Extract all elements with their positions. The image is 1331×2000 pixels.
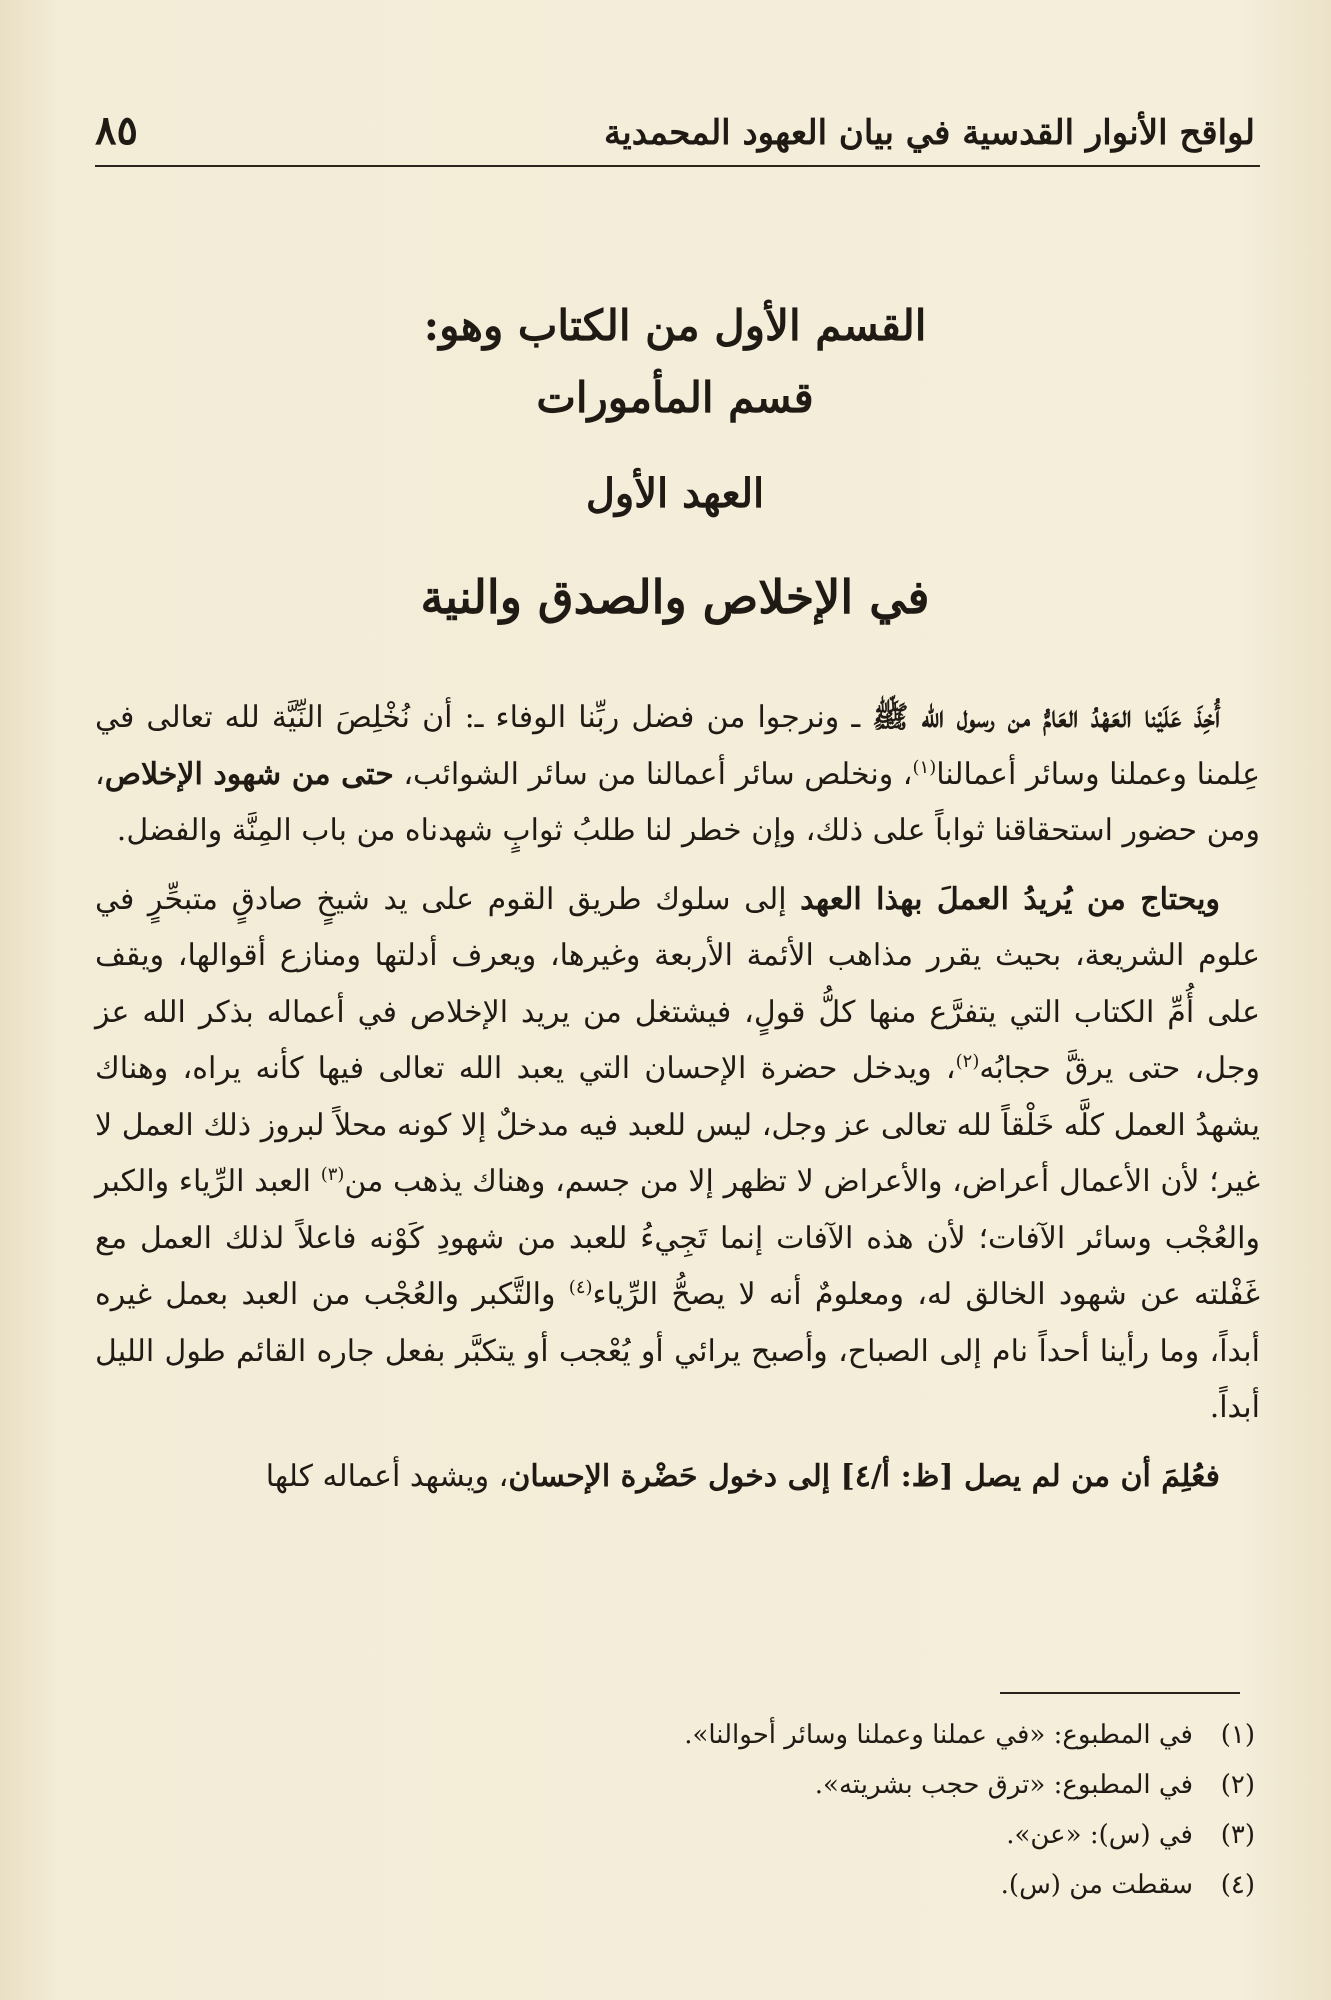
footnote-number: (٣) [1220, 1820, 1255, 1850]
paragraph-1-text-a: ـ ونرجوا من فضل ربِّنا الوفاء ـ: أن نُخْلِصَ النِّيَّة لله تعالى في عِلمنا وعملنا وسائر أعمالنا [95, 700, 1261, 792]
footnote-ref-2: (٢) [955, 1051, 980, 1072]
page-header [95, 105, 1255, 165]
part-heading-line1: القسم الأول من الكتاب وهو: [423, 301, 927, 350]
paragraph-1-text-b: ، ونخلص سائر أعمالنا من سائر الشوائب، [393, 756, 913, 792]
paragraph-3 [95, 1449, 1260, 1506]
topic-heading: في الإخلاص والصدق والنية [420, 570, 930, 624]
paragraph-2-text-a: إلى سلوك طريق القوم على يد شيخٍ صادقٍ متبحِّرٍ في علوم الشريعة، بحيث يقرر مذاهب الأئمة الأربعة وغيرها، ويعرف أدلتها ومنازع أقوالها، ويقف على أُمِّ الكتاب التي يتفرَّع منها كلُّ قولٍ، فيشتغل من يريد الإخلاص في أعماله بذكر الله عز وجل، حتى يرقَّ حجابُه [95, 881, 1260, 1086]
footnote-2 [95, 1760, 1255, 1810]
paragraph-1-text-c: ، ومن حضور استحقاقنا ثواباً على ذلك، وإن خطر لنا طلبُ ثوابٍ شهدناه من باب المِنَّة والفضل. [95, 756, 1260, 848]
part-heading [95, 290, 1255, 434]
footnote-1 [95, 1710, 1255, 1760]
footnote-number: (١) [1220, 1720, 1255, 1750]
page-number: ٨٥ [95, 107, 138, 154]
footnote-text: سقطت من (س). [1000, 1870, 1193, 1900]
paragraph-2-lead: ويحتاج من يُريدُ العملَ بهذا العهد [800, 881, 1220, 917]
paragraph-2-text-c: العبد الرِّياء والكبر والعُجْب وسائر الآفات؛ لأن هذه الآفات إنما تَجِيءُ للعبد من شهودِ كَوْنه فاعلاً لذلك العمل مع غَفْلته عن شهود الخالق له، ومعلومٌ أنه لا يصحُّ الرِّياء [95, 1164, 1260, 1312]
part-heading-line2: قسم المأمورات [536, 373, 814, 422]
paragraph-1 [95, 690, 1260, 860]
footnote-text: في المطبوع: «ترق حجب بشريته». [814, 1770, 1193, 1800]
footnote-3 [95, 1810, 1255, 1860]
footnote-text: في (س): «عن». [1006, 1820, 1193, 1850]
footnote-ref-3: (٣) [320, 1164, 345, 1185]
footnotes [95, 1710, 1255, 1910]
paragraph-2-text-d: والتَّكبر والعُجْب من العبد بعمل غيره أبداً، وما رأينا أحداً نام إلى الصباح، وأصبح يرائي أو يُعْجب أو يتكبَّر بفعل جاره القائم طول الليل أبداً. [95, 1277, 1260, 1425]
main-text [95, 690, 1260, 1517]
paragraph-2 [95, 872, 1260, 1437]
pledge-heading: العهد الأول [585, 470, 765, 517]
paragraph-1-lead: أُخِذَ عَلَيْنا العَهْدُ العَامُّ من رسول الله ﷺ [872, 700, 1220, 735]
footnote-ref-1: (١) [912, 756, 937, 778]
footnote-number: (٤) [1220, 1870, 1255, 1900]
footnote-rule [1000, 1692, 1240, 1694]
paragraph-3-text: ، ويشهد أعماله كلها [265, 1458, 509, 1494]
paragraph-1-emphasis: حتى من شهود الإخلاص [104, 756, 394, 792]
footnote-ref-4: (٤) [568, 1277, 593, 1298]
paragraph-3-lead: فعُلِمَ أن من لم يصل [ظ: أ/٤] إلى دخول حَضْرة الإحسان [508, 1458, 1220, 1494]
running-title: لواقح الأنوار القدسية في بيان العهود المحمدية [604, 113, 1255, 153]
paragraph-2-text-b: ، ويدخل حضرة الإحسان التي يعبد الله تعالى فيها كأنه يراه، وهناك يشهدُ العمل كلَّه خَلْقاً لله تعالى عز وجل، ليس للعبد فيه مدخلٌ إلا كونه محلاً لبروز ذلك العمل لا غير؛ لأن الأعمال أعراض، والأعراض لا تظهر إلا من جسم، وهناك يذهب من [95, 1051, 1261, 1199]
footnote-number: (٢) [1220, 1770, 1255, 1800]
header-rule [95, 165, 1260, 167]
footnote-text: في المطبوع: «في عملنا وعملنا وسائر أحوالنا». [684, 1720, 1193, 1750]
footnote-4 [95, 1860, 1255, 1910]
